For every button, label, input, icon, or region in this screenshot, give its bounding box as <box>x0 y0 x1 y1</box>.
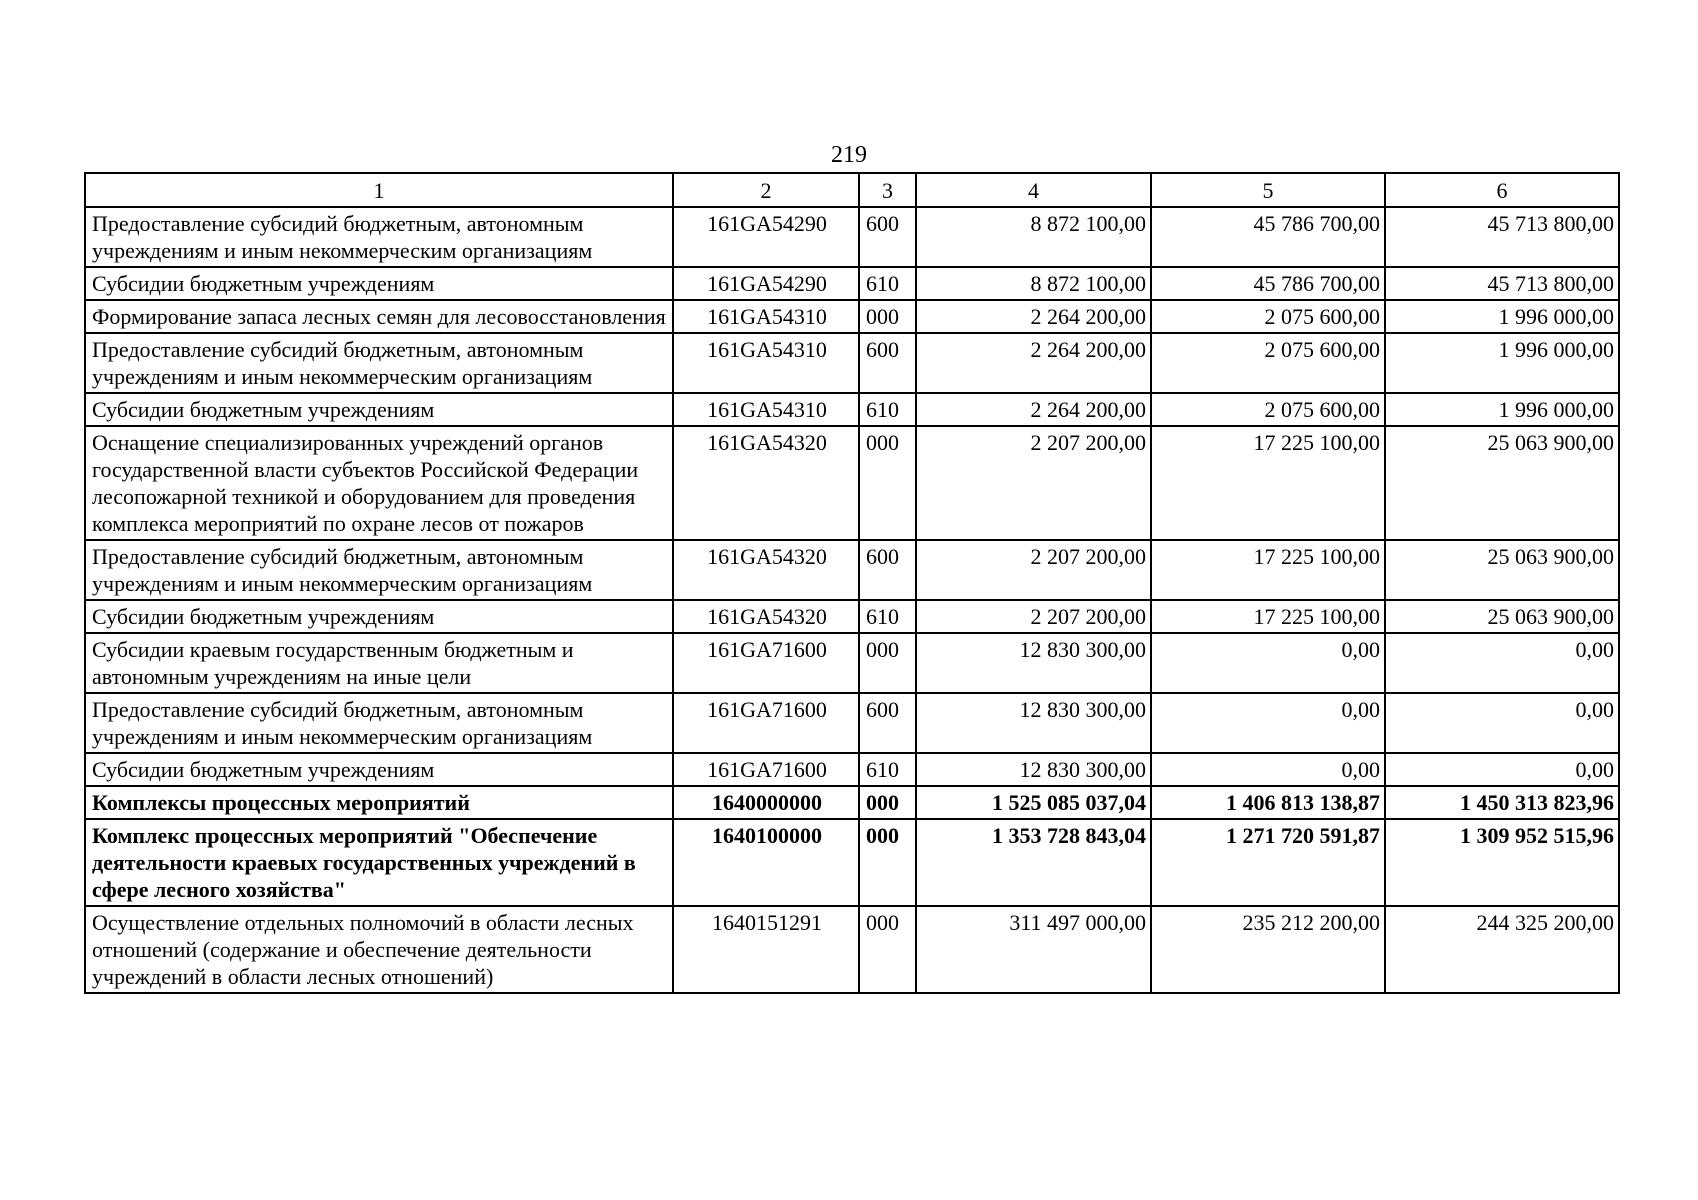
column-header-2: 2 <box>673 173 859 207</box>
row-code: 161GA54320 <box>673 540 859 600</box>
row-expense-type: 610 <box>859 753 916 786</box>
row-value-col6: 45 713 800,00 <box>1385 267 1619 300</box>
row-expense-type: 610 <box>859 267 916 300</box>
table-row <box>85 267 1619 300</box>
row-value-col5: 17 225 100,00 <box>1151 426 1385 540</box>
row-name: Предоставление субсидий бюджетным, автономным учреждениям и иным некоммерческим организациям <box>85 333 673 393</box>
budget-table <box>84 172 1620 994</box>
row-name: Предоставление субсидий бюджетным, автономным учреждениям и иным некоммерческим организациям <box>85 693 673 753</box>
row-value-col5: 0,00 <box>1151 633 1385 693</box>
row-value-col4: 2 264 200,00 <box>916 393 1151 426</box>
row-expense-type: 600 <box>859 207 916 267</box>
row-code: 1640151291 <box>673 906 859 993</box>
row-name: Комплекс процессных мероприятий "Обеспечение деятельности краевых государственных учреждений в сфере лесного хозяйства" <box>85 819 673 906</box>
row-expense-type: 000 <box>859 300 916 333</box>
row-expense-type: 600 <box>859 540 916 600</box>
row-value-col6: 25 063 900,00 <box>1385 540 1619 600</box>
row-value-col6: 0,00 <box>1385 633 1619 693</box>
column-header-5: 5 <box>1151 173 1385 207</box>
row-value-col6: 1 450 313 823,96 <box>1385 786 1619 819</box>
table-row <box>85 393 1619 426</box>
row-value-col6: 1 996 000,00 <box>1385 333 1619 393</box>
row-code: 161GA54290 <box>673 267 859 300</box>
row-name: Субсидии бюджетным учреждениям <box>85 753 673 786</box>
row-value-col5: 17 225 100,00 <box>1151 540 1385 600</box>
row-code: 161GA54320 <box>673 426 859 540</box>
column-header-3: 3 <box>859 173 916 207</box>
row-code: 161GA54290 <box>673 207 859 267</box>
table-row <box>85 819 1619 906</box>
row-code: 161GA71600 <box>673 633 859 693</box>
row-value-col4: 12 830 300,00 <box>916 693 1151 753</box>
table-row <box>85 333 1619 393</box>
row-name: Комплексы процессных мероприятий <box>85 786 673 819</box>
row-value-col5: 235 212 200,00 <box>1151 906 1385 993</box>
table-row <box>85 600 1619 633</box>
row-value-col5: 2 075 600,00 <box>1151 333 1385 393</box>
row-value-col6: 1 996 000,00 <box>1385 300 1619 333</box>
row-value-col5: 2 075 600,00 <box>1151 300 1385 333</box>
table-row <box>85 786 1619 819</box>
row-code: 161GA54320 <box>673 600 859 633</box>
row-value-col4: 1 525 085 037,04 <box>916 786 1151 819</box>
row-value-col5: 45 786 700,00 <box>1151 267 1385 300</box>
row-value-col4: 2 207 200,00 <box>916 426 1151 540</box>
row-value-col4: 2 264 200,00 <box>916 333 1151 393</box>
row-value-col6: 0,00 <box>1385 753 1619 786</box>
table-row <box>85 300 1619 333</box>
table-row <box>85 207 1619 267</box>
row-name: Субсидии краевым государственным бюджетным и автономным учреждениям на иные цели <box>85 633 673 693</box>
table-row <box>85 633 1619 693</box>
row-expense-type: 000 <box>859 426 916 540</box>
column-number-row <box>85 173 1619 207</box>
table-row <box>85 906 1619 993</box>
row-value-col4: 12 830 300,00 <box>916 753 1151 786</box>
row-value-col6: 1 996 000,00 <box>1385 393 1619 426</box>
row-value-col6: 1 309 952 515,96 <box>1385 819 1619 906</box>
row-value-col4: 2 207 200,00 <box>916 600 1151 633</box>
row-value-col4: 8 872 100,00 <box>916 267 1151 300</box>
column-header-4: 4 <box>916 173 1151 207</box>
row-name: Субсидии бюджетным учреждениям <box>85 393 673 426</box>
row-name: Предоставление субсидий бюджетным, автономным учреждениям и иным некоммерческим организациям <box>85 207 673 267</box>
row-code: 1640100000 <box>673 819 859 906</box>
row-name: Предоставление субсидий бюджетным, автономным учреждениям и иным некоммерческим организациям <box>85 540 673 600</box>
row-expense-type: 000 <box>859 819 916 906</box>
row-value-col4: 2 264 200,00 <box>916 300 1151 333</box>
table-row <box>85 753 1619 786</box>
row-value-col5: 0,00 <box>1151 693 1385 753</box>
row-value-col6: 25 063 900,00 <box>1385 600 1619 633</box>
row-value-col5: 17 225 100,00 <box>1151 600 1385 633</box>
row-value-col5: 2 075 600,00 <box>1151 393 1385 426</box>
row-value-col5: 1 271 720 591,87 <box>1151 819 1385 906</box>
row-expense-type: 000 <box>859 633 916 693</box>
page-number: 219 <box>831 142 867 168</box>
row-code: 161GA54310 <box>673 300 859 333</box>
row-expense-type: 610 <box>859 600 916 633</box>
row-name: Субсидии бюджетным учреждениям <box>85 600 673 633</box>
row-value-col6: 45 713 800,00 <box>1385 207 1619 267</box>
row-code: 161GA71600 <box>673 753 859 786</box>
row-code: 1640000000 <box>673 786 859 819</box>
row-name: Осуществление отдельных полномочий в области лесных отношений (содержание и обеспечение деятельности учреждений в области лесных отношений) <box>85 906 673 993</box>
row-name: Субсидии бюджетным учреждениям <box>85 267 673 300</box>
row-value-col4: 12 830 300,00 <box>916 633 1151 693</box>
column-header-6: 6 <box>1385 173 1619 207</box>
row-value-col4: 311 497 000,00 <box>916 906 1151 993</box>
row-code: 161GA71600 <box>673 693 859 753</box>
row-expense-type: 600 <box>859 693 916 753</box>
row-expense-type: 600 <box>859 333 916 393</box>
row-name: Оснащение специализированных учреждений органов государственной власти субъектов Российской Федерации лесопожарной техникой и оборудованием для проведения комплекса мероприятий по охране лесов от пожаров <box>85 426 673 540</box>
row-value-col4: 2 207 200,00 <box>916 540 1151 600</box>
table-row <box>85 693 1619 753</box>
row-value-col5: 1 406 813 138,87 <box>1151 786 1385 819</box>
row-code: 161GA54310 <box>673 393 859 426</box>
row-value-col6: 244 325 200,00 <box>1385 906 1619 993</box>
row-expense-type: 000 <box>859 786 916 819</box>
row-value-col4: 8 872 100,00 <box>916 207 1151 267</box>
row-value-col5: 0,00 <box>1151 753 1385 786</box>
table-row <box>85 426 1619 540</box>
row-name: Формирование запаса лесных семян для лесовосстановления <box>85 300 673 333</box>
row-code: 161GA54310 <box>673 333 859 393</box>
row-value-col6: 25 063 900,00 <box>1385 426 1619 540</box>
column-header-1: 1 <box>85 173 673 207</box>
row-expense-type: 610 <box>859 393 916 426</box>
row-value-col5: 45 786 700,00 <box>1151 207 1385 267</box>
table-body <box>85 207 1619 993</box>
row-expense-type: 000 <box>859 906 916 993</box>
row-value-col4: 1 353 728 843,04 <box>916 819 1151 906</box>
row-value-col6: 0,00 <box>1385 693 1619 753</box>
table-row <box>85 540 1619 600</box>
